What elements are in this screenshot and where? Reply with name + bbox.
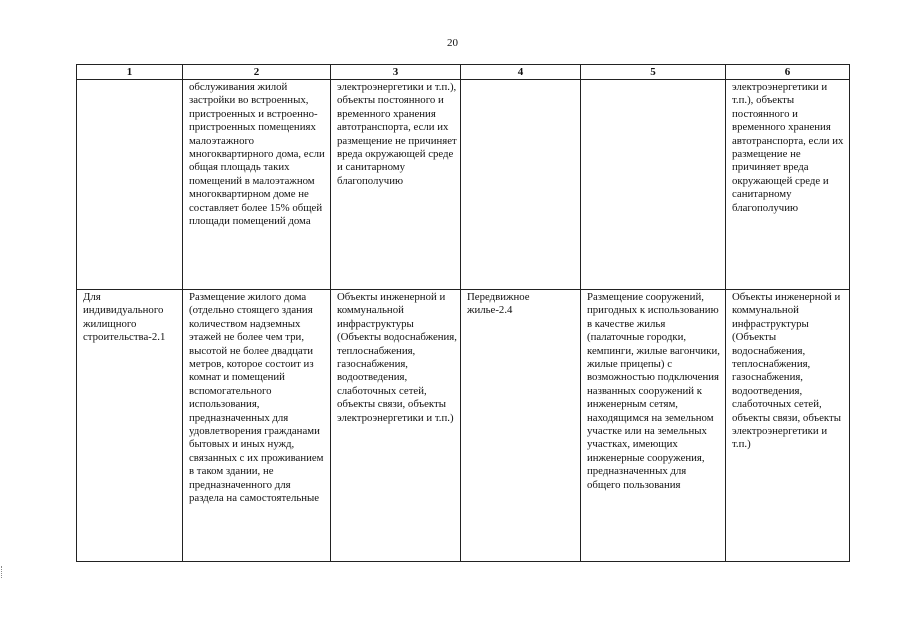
table-cell [77,80,183,290]
header-col-3: 3 [331,65,461,80]
table-cell: Размещение сооружений, пригодных к использованию в качестве жилья (палаточные городки, кемпинги, жилые вагончики, жилые прицепы) с возможностью подключения названных сооружений к инженерным сетям, находящимся на земельном участке или на земельных участках, имеющих инженерные сооружения, предназначенных для общего пользования [581,290,726,562]
header-col-2: 2 [183,65,331,80]
table-cell: Объекты инженерной и коммунальной инфраструктуры (Объекты водоснабжения, теплоснабжения, газоснабжения, водоотведения, слаботочных сетей, объекты связи, объекты электроэнергетики и т.п.) [331,290,461,562]
table-cell: Размещение жилого дома (отдельно стоящего здания количеством надземных этажей не более чем три, высотой не более двадцати метров, которое состоит из комнат и помещений вспомогательного использования, предназначенных для удовлетворения гражданами бытовых и иных нужд, связанных с их проживанием в таком здании, не предназначенного для раздела на самостоятельные [183,290,331,562]
header-col-1: 1 [77,65,183,80]
header-col-5: 5 [581,65,726,80]
table-row [77,80,850,290]
table-row [77,290,850,562]
header-col-6: 6 [726,65,850,80]
page-number: 20 [447,37,458,49]
table-cell [461,80,581,290]
table-cell: обслуживания жилой застройки во встроенных, пристроенных и встроенно-пристроенных помещениях малоэтажного многоквартирного дома, если общая площадь таких помещений в малоэтажном многоквартирном доме не составляет более 15% общей площади помещений дома [183,80,331,290]
land-use-table [76,64,850,562]
table-cell [581,80,726,290]
scan-margin-mark [1,566,4,578]
table-cell: Передвижное жилье-2.4 [461,290,581,562]
header-row [77,65,850,80]
header-col-4: 4 [461,65,581,80]
table-cell: Объекты инженерной и коммунальной инфраструктуры (Объекты водоснабжения, теплоснабжения, газоснабжения, водоотведения, слаботочных сетей, объекты связи, объекты электроэнергетики и т.п.) [726,290,850,562]
table-cell: электроэнергетики и т.п.), объекты постоянного и временного хранения автотранспорта, если их размещение не причиняет вреда окружающей среде и санитарному благополучию [726,80,850,290]
table-cell: Для индивидуального жилищного строительства-2.1 [77,290,183,562]
table-cell: электроэнергетики и т.п.), объекты постоянного и временного хранения автотранспорта, если их размещение не причиняет вреда окружающей среде и санитарному благополучию [331,80,461,290]
